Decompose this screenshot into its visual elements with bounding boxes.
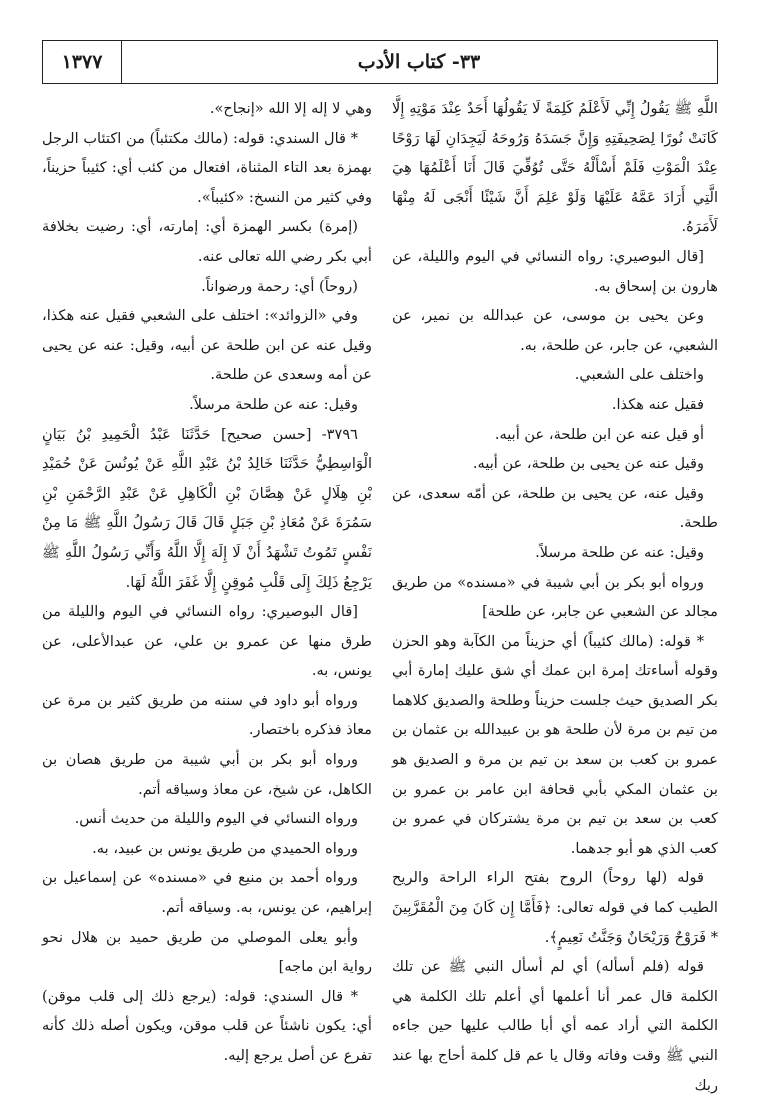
chapter-title: ٣٣- كتاب الأدب <box>357 51 481 73</box>
narration-line: ورواه الحميدي من طريق يونس بن عبيد، به. <box>92 839 358 857</box>
right-column <box>392 94 718 1100</box>
narration-chain: وعن يحيى بن موسى، عن عبدالله بن نمير، عن الشعبي، عن جابر، عن طلحة، به. <box>392 307 718 354</box>
commentary-paragraph: قوله (فلم أسأله) أي لم أسأل النبي ﷺ عن تلك الكلمة قال عمر أنا أعلمها أي أعلم تلك الكلمة هي الكلمة التي أراد عمه أي أبا طالب عليها حين جاءه النبي ﷺ وقت وفاته وقال يا عم قل كلمة أحاج بها عند ربك <box>392 958 718 1094</box>
narration-line: ورواه أحمد بن منيع في «مسنده» عن إسماعيل بن إبراهيم، عن يونس، به. وسياقه أتم. <box>42 869 372 917</box>
commentary-paragraph: * قوله: (مالك كئيباً) أي حزيناً من الكآبة وهو الحزن وقوله أساءتك إمرة ابن عمك أي شق عليك إمارة أبي بكر الصديق حيث جلست حزيناً وطلحة والصديق كلاهما من تيم بن مرة لأن طلحة هو بن عبيدالله بن عثمان بن عمرو بن كعب بن سعد بن تيم بن مرة و الصديق هو بن عثمان المكي بأبي قحافة ابن عامر بن عمرو بن كعب بن سعد بن تيم بن مرة يشتركان في عمرو بن كعب الذي هو أبو جدهما. <box>392 632 718 857</box>
commentary-line: (روحاً) أي: رحمة ورضواناً. <box>201 277 358 295</box>
page-header <box>42 40 718 84</box>
hadith-3796: ٣٧٩٦- [حسن صحيح] حَدَّثَنَا عَبْدُ الْحَمِيدِ بْنُ بَيَانٍ الْوَاسِطِيُّ حَدَّثَنَا خَالِدُ بْنُ عَبْدِ اللَّهِ عَنْ يُونُسَ عَنْ حُمَيْدِ بْنِ هِلَالٍ عَنْ هِصَّانَ بْنِ الْكَاهِلِ عَنْ عَبْدِ الرَّحْمَنِ بْنِ سَمُرَةَ عَنْ مُعَاذِ بْنِ جَبَلٍ قَالَ قَالَ رَسُولُ اللَّهِ ﷺ مَا مِنْ نَفْسٍ تَمُوتُ تَشْهَدُ أَنْ لَا إِلَهَ إِلَّا اللَّهُ وَأَنِّي رَسُولُ اللَّهِ ﷺ يَرْجِعُ ذَلِكَ إِلَى قَلْبِ مُوقِنٍ إِلَّا غَفَرَ اللَّهُ لَهَا. <box>42 425 372 591</box>
narration-line: ورواه النسائي في اليوم والليلة من حديث أنس. <box>74 810 358 828</box>
zawaid-note: وفي «الزوائد»: اختلف على الشعبي فقيل عنه هكذا، وقيل عنه عن ابن طلحة عن أبيه، وقيل: عنه عن يحيى عن أمه وسعدى عن طلحة. <box>42 307 372 384</box>
narration-line: وقيل عنه، عن يحيى بن طلحة، عن أمّه سعدى، عن طلحة. <box>392 484 718 532</box>
narration-line: فقيل عنه هكذا. <box>611 395 704 413</box>
narration-line: وقيل عنه عن يحيى بن طلحة، عن أبيه. <box>472 455 704 473</box>
commentary-line: (إمرة) بكسر الهمزة أي: إمارته، أي: رضيت بخلافة أبي بكر رضي الله تعالى عنه. <box>42 218 372 265</box>
page-number: ١٣٧٧ <box>43 41 122 83</box>
narration-line: واختلف على الشعبي. <box>574 366 704 384</box>
narration-line: ورواه أبو بكر بن أبي شيبة من طريق هصان بن الكاهل، عن شيخ، عن معاذ وسياقه أتم. <box>42 751 372 798</box>
narration-line: ورواه أبو داود في سننه من طريق كثير بن مرة عن معاذ فذكره باختصار. <box>42 691 372 739</box>
sindi-note: * قال السندي: قوله: (يرجع ذلك إلى قلب موقن) أي: يكون ناشئاً عن قلب موقن، ويكون أصله ذلك كأنه تفرع عن أصل يرجع إليه. <box>42 987 372 1064</box>
left-column <box>42 94 372 1071</box>
sindi-note: * قال السندي: قوله: (مالك مكتئباً) من اكتئاب الرجل بهمزة بعد التاء المثناة، افتعال من كئب أي: كئيباً حزيناً، وفي كثير من النسخ: «كئيباً». <box>42 129 372 206</box>
narration-line: وقيل: عنه عن طلحة مرسلاً. <box>535 543 704 561</box>
narration-line: وأبو يعلى الموصلي من طريق حميد بن هلال نحو رواية ابن ماجه] <box>42 928 372 976</box>
narration-line: ورواه أبو بكر بن أبي شيبة في «مسنده» من طريق مجالد عن الشعبي عن جابر، عن طلحة] <box>392 573 718 621</box>
commentary-line: وقيل: عنه عن طلحة مرسلاً. <box>189 395 358 413</box>
commentary-paragraph: قوله (لها روحاً) الروح بفتح الراء الراحة والريح الطيب كما في قوله تعالى: ﴿فَأَمَّا إِن كَانَ مِنَ الْمُقَرَّبِينَ * فَرَوْحٌ وَرَيْحَانٌ وَجَنَّتُ نَعِيمٍ﴾. <box>392 869 718 946</box>
narration-line: أو قيل عنه عن ابن طلحة، عن أبيه. <box>494 425 704 443</box>
hadith-text-continued: اللَّهِ ﷺ يَقُولُ إِنِّي لَأَعْلَمُ كَلِمَةً لَا يَقُولُهَا أَحَدٌ عِنْدَ مَوْتِهِ إِلَّا كَانَتْ نُورًا لِصَحِيفَتِهِ وَإِنَّ جَسَدَهُ وَرُوحَهُ لَيَجِدَانِ لَهَا رَوْحًا عِنْدَ الْمَوْتِ فَلَمْ أَسْأَلْهُ حَتَّى تُوُفِّيَ قَالَ أَنَا أَعْلَمُهَا هِيَ الَّتِي أَرَادَ عَمَّهُ عَلَيْهَا وَلَوْ عَلِمَ أَنَّ شَيْئًا أَنْجَى لَهُ مِنْهَا لَأَمَرَهُ. <box>392 100 718 236</box>
busiri-note: [قال البوصيري: رواه النسائي في اليوم والليلة، عن هارون بن إسحاق به. <box>392 247 718 295</box>
busiri-note: [قال البوصيري: رواه النسائي في اليوم والليلة من طرق منها عن عمرو بن علي، عن عبدالأعلى، عن يونس، به. <box>42 603 372 680</box>
commentary-line: وهي لا إله إلا الله «إنجاح». <box>209 100 372 117</box>
